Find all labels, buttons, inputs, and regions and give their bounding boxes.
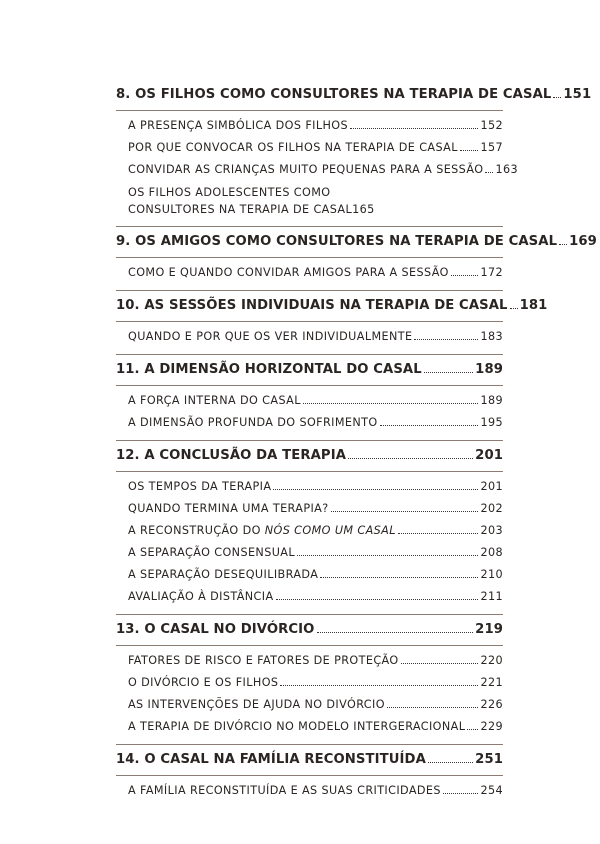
toc-section[interactable] <box>128 716 503 738</box>
chapter-title: O CASAL NO DIVÓRCIO <box>144 622 315 637</box>
chapter-title: OS AMIGOS COMO CONSULTORES NA TERAPIA DE CASAL <box>135 234 558 249</box>
toc-chapter-9 <box>116 227 597 291</box>
section-title: A FORÇA INTERNA DO CASAL <box>128 394 301 407</box>
dot-leader <box>387 698 479 708</box>
section-title-line2: CONSULTORES NA TERAPIA DE CASAL <box>128 203 353 216</box>
dot-leader <box>398 524 479 534</box>
dot-leader <box>348 447 473 459</box>
section-list <box>116 111 518 226</box>
chapter-page: 151 <box>563 87 592 102</box>
section-title: A SEPARAÇÃO CONSENSUAL <box>128 546 295 559</box>
section-page: 183 <box>480 330 503 343</box>
dot-leader <box>467 720 478 730</box>
section-page: 202 <box>480 502 503 515</box>
section-page: 208 <box>480 546 503 559</box>
toc-section[interactable] <box>128 672 503 694</box>
section-page: 203 <box>480 524 503 537</box>
chapter-number: 13. <box>116 622 140 637</box>
toc-section[interactable] <box>128 390 503 412</box>
section-list <box>116 646 503 744</box>
chapter-heading[interactable] <box>116 441 503 472</box>
dot-leader <box>401 654 479 664</box>
toc-section[interactable] <box>128 780 503 802</box>
toc-section[interactable] <box>128 564 503 586</box>
section-page: 201 <box>480 480 503 493</box>
section-list <box>116 386 503 440</box>
section-page: 226 <box>480 698 503 711</box>
section-page: 189 <box>480 394 503 407</box>
chapter-title: A DIMENSÃO HORIZONTAL DO CASAL <box>144 362 422 377</box>
toc-section[interactable] <box>128 159 518 181</box>
chapter-number: 14. <box>116 752 140 767</box>
toc-section[interactable] <box>128 476 503 498</box>
dot-leader <box>303 394 479 404</box>
dot-leader <box>451 266 479 276</box>
section-page: 165 <box>352 203 375 216</box>
toc-section[interactable] <box>128 137 503 159</box>
dot-leader <box>350 119 478 129</box>
dot-leader <box>317 621 474 633</box>
chapter-heading[interactable] <box>116 227 597 258</box>
section-title: A PRESENÇA SIMBÓLICA DOS FILHOS <box>128 119 349 132</box>
section-page: 172 <box>480 266 503 279</box>
chapter-title: A CONCLUSÃO DA TERAPIA <box>144 448 347 463</box>
chapter-title: O CASAL NA FAMÍLIA RECONSTITUÍDA <box>144 752 426 767</box>
chapter-page: 169 <box>569 234 597 249</box>
section-page: 211 <box>480 590 503 603</box>
section-title: QUANDO E POR QUE OS VER INDIVIDUALMENTE <box>128 330 413 343</box>
chapter-number: 9. <box>116 234 131 249</box>
dot-leader <box>553 86 561 98</box>
toc-section[interactable] <box>128 262 503 284</box>
section-title: FATORES DE RISCO E FATORES DE PROTEÇÃO <box>128 654 399 667</box>
section-title: POR QUE CONVOCAR OS FILHOS NA TERAPIA DE CASAL <box>128 141 458 154</box>
section-title: O DIVÓRCIO E OS FILHOS <box>128 676 279 689</box>
toc-section[interactable] <box>128 181 503 220</box>
section-list <box>116 258 503 290</box>
toc-chapter-11 <box>116 355 503 441</box>
table-of-contents <box>116 80 597 808</box>
chapter-page: 189 <box>475 362 503 377</box>
chapter-number: 12. <box>116 448 140 463</box>
section-page: 220 <box>480 654 503 667</box>
section-page: 221 <box>480 676 503 689</box>
section-title: COMO E QUANDO CONVIDAR AMIGOS PARA A SESSÃO <box>128 266 449 279</box>
dot-leader <box>443 784 479 794</box>
toc-section[interactable] <box>128 412 503 434</box>
toc-section[interactable] <box>128 326 503 348</box>
toc-section[interactable] <box>128 115 503 137</box>
dot-leader <box>276 590 479 600</box>
toc-chapter-8 <box>116 80 592 227</box>
dot-leader <box>280 676 478 686</box>
section-title: A SEPARAÇÃO DESEQUILIBRADA <box>128 568 319 581</box>
section-title: A TERAPIA DE DIVÓRCIO NO MODELO INTERGERACIONAL <box>128 720 466 733</box>
section-page: 229 <box>480 720 503 733</box>
section-page: 254 <box>480 784 503 797</box>
section-page: 210 <box>480 568 503 581</box>
dot-leader <box>320 568 478 578</box>
section-page: 152 <box>480 119 503 132</box>
dot-leader <box>297 546 478 556</box>
section-title: A FAMÍLIA RECONSTITUÍDA E AS SUAS CRITICIDADES <box>128 784 441 797</box>
chapter-page: 219 <box>475 622 503 637</box>
section-title: QUANDO TERMINA UMA TERAPIA? <box>128 502 329 515</box>
chapter-heading[interactable] <box>116 355 503 386</box>
dot-leader <box>424 361 473 373</box>
dot-leader <box>273 480 478 490</box>
section-title <box>128 520 396 542</box>
toc-section[interactable] <box>128 694 503 716</box>
dot-leader <box>485 163 493 173</box>
chapter-heading[interactable] <box>116 291 548 322</box>
section-title: CONVIDAR AS CRIANÇAS MUITO PEQUENAS PARA A SESSÃO <box>128 163 484 176</box>
dot-leader <box>380 416 479 426</box>
section-title-line2-row <box>128 201 503 218</box>
chapter-page: 251 <box>475 752 503 767</box>
dot-leader <box>414 330 478 340</box>
section-list <box>116 776 503 808</box>
toc-chapter-14 <box>116 745 503 808</box>
chapter-number: 8. <box>116 87 131 102</box>
section-list <box>116 472 503 614</box>
chapter-heading[interactable] <box>116 80 592 111</box>
chapter-heading[interactable] <box>116 615 503 646</box>
chapter-title: OS FILHOS COMO CONSULTORES NA TERAPIA DE CASAL <box>135 87 552 102</box>
toc-chapter-10 <box>116 291 548 355</box>
toc-section[interactable] <box>128 650 503 672</box>
chapter-number: 10. <box>116 298 140 313</box>
section-page: 157 <box>480 141 503 154</box>
chapter-number: 11. <box>116 362 140 377</box>
dot-leader <box>510 297 518 309</box>
dot-leader <box>428 751 473 763</box>
section-page: 163 <box>495 163 518 176</box>
dot-leader <box>331 502 479 512</box>
section-title: AS INTERVENÇÕES DE AJUDA NO DIVÓRCIO <box>128 698 385 711</box>
section-title: AVALIAÇÃO À DISTÂNCIA <box>128 590 274 603</box>
section-title-line1: OS FILHOS ADOLESCENTES COMO <box>128 186 331 199</box>
toc-chapter-12 <box>116 441 503 615</box>
toc-chapter-13 <box>116 615 503 745</box>
chapter-page: 201 <box>475 448 503 463</box>
section-page: 195 <box>480 416 503 429</box>
chapter-page: 181 <box>519 298 548 313</box>
toc-section[interactable] <box>128 586 503 608</box>
section-title-emphasis: NÓS COMO UM CASAL <box>264 524 396 537</box>
toc-section[interactable] <box>128 498 503 520</box>
section-title: OS TEMPOS DA TERAPIA <box>128 480 272 493</box>
chapter-title: AS SESSÕES INDIVIDUAIS NA TERAPIA DE CASAL <box>144 298 508 313</box>
toc-section[interactable] <box>128 520 503 542</box>
section-list <box>116 322 503 354</box>
dot-leader <box>559 233 567 245</box>
chapter-heading[interactable] <box>116 745 503 776</box>
section-title: A DIMENSÃO PROFUNDA DO SOFRIMENTO <box>128 416 378 429</box>
dot-leader <box>460 141 479 151</box>
section-title-prefix: A RECONSTRUÇÃO DO <box>128 524 265 537</box>
toc-section[interactable] <box>128 542 503 564</box>
